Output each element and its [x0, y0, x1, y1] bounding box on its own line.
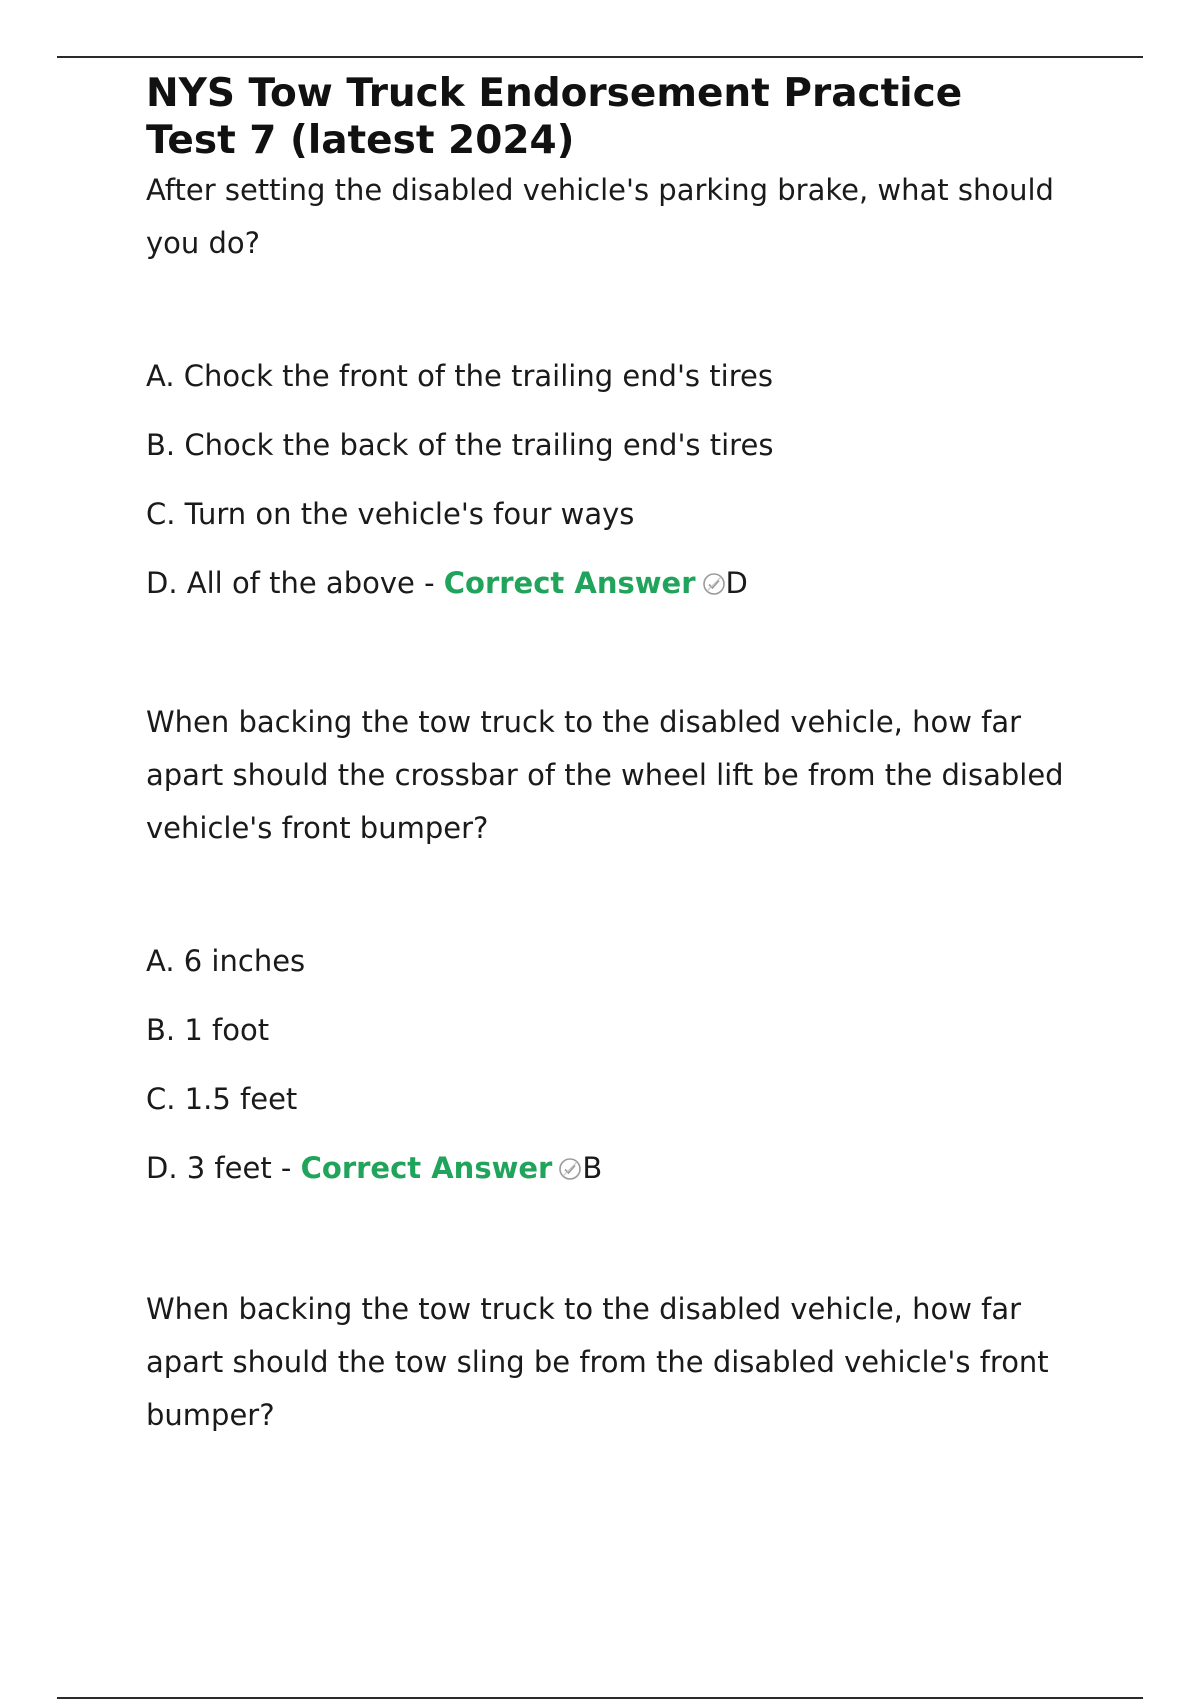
- question-2-option-a: A. 6 inches: [146, 944, 306, 978]
- question-1-answer: D: [725, 566, 748, 600]
- check-circle-icon: [558, 1157, 582, 1181]
- question-1-option-c: C. Turn on the vehicle's four ways: [146, 497, 635, 531]
- question-2-option-c: C. 1.5 feet: [146, 1082, 298, 1116]
- question-1-text: After setting the disabled vehicle's parking brake, what should you do?: [146, 173, 1054, 260]
- correct-answer-label: Correct Answer: [443, 566, 696, 600]
- question-2-options: [146, 941, 1106, 1188]
- question-1-option-a: A. Chock the front of the trailing end's tires: [146, 359, 773, 393]
- check-circle-icon: [702, 572, 726, 596]
- question-1-options: [146, 356, 1106, 603]
- page-title: NYS Tow Truck Endorsement Practice Test 7 (latest 2024): [146, 71, 963, 163]
- question-2-option-d-label: D. 3 feet -: [146, 1151, 301, 1185]
- document-body: [146, 70, 1106, 1442]
- question-2-answer: B: [582, 1151, 603, 1185]
- correct-answer-label: Correct Answer: [300, 1151, 553, 1185]
- question-1-option-d: [146, 563, 1106, 603]
- question-2-text: When backing the tow truck to the disabled vehicle, how far apart should the crossbar of the wheel lift be from the disabled vehicle's front bumper?: [146, 705, 1064, 845]
- bottom-rule: [57, 1697, 1143, 1699]
- question-1-option-d-label: D. All of the above -: [146, 566, 444, 600]
- question-1-option-b: B. Chock the back of the trailing end's tires: [146, 428, 774, 462]
- question-2-option-b: B. 1 foot: [146, 1013, 270, 1047]
- question-2-option-d: [146, 1148, 1106, 1188]
- top-rule: [57, 56, 1143, 58]
- question-3-text: When backing the tow truck to the disabled vehicle, how far apart should the tow sling be from the disabled vehicle's front bumper?: [146, 1292, 1049, 1432]
